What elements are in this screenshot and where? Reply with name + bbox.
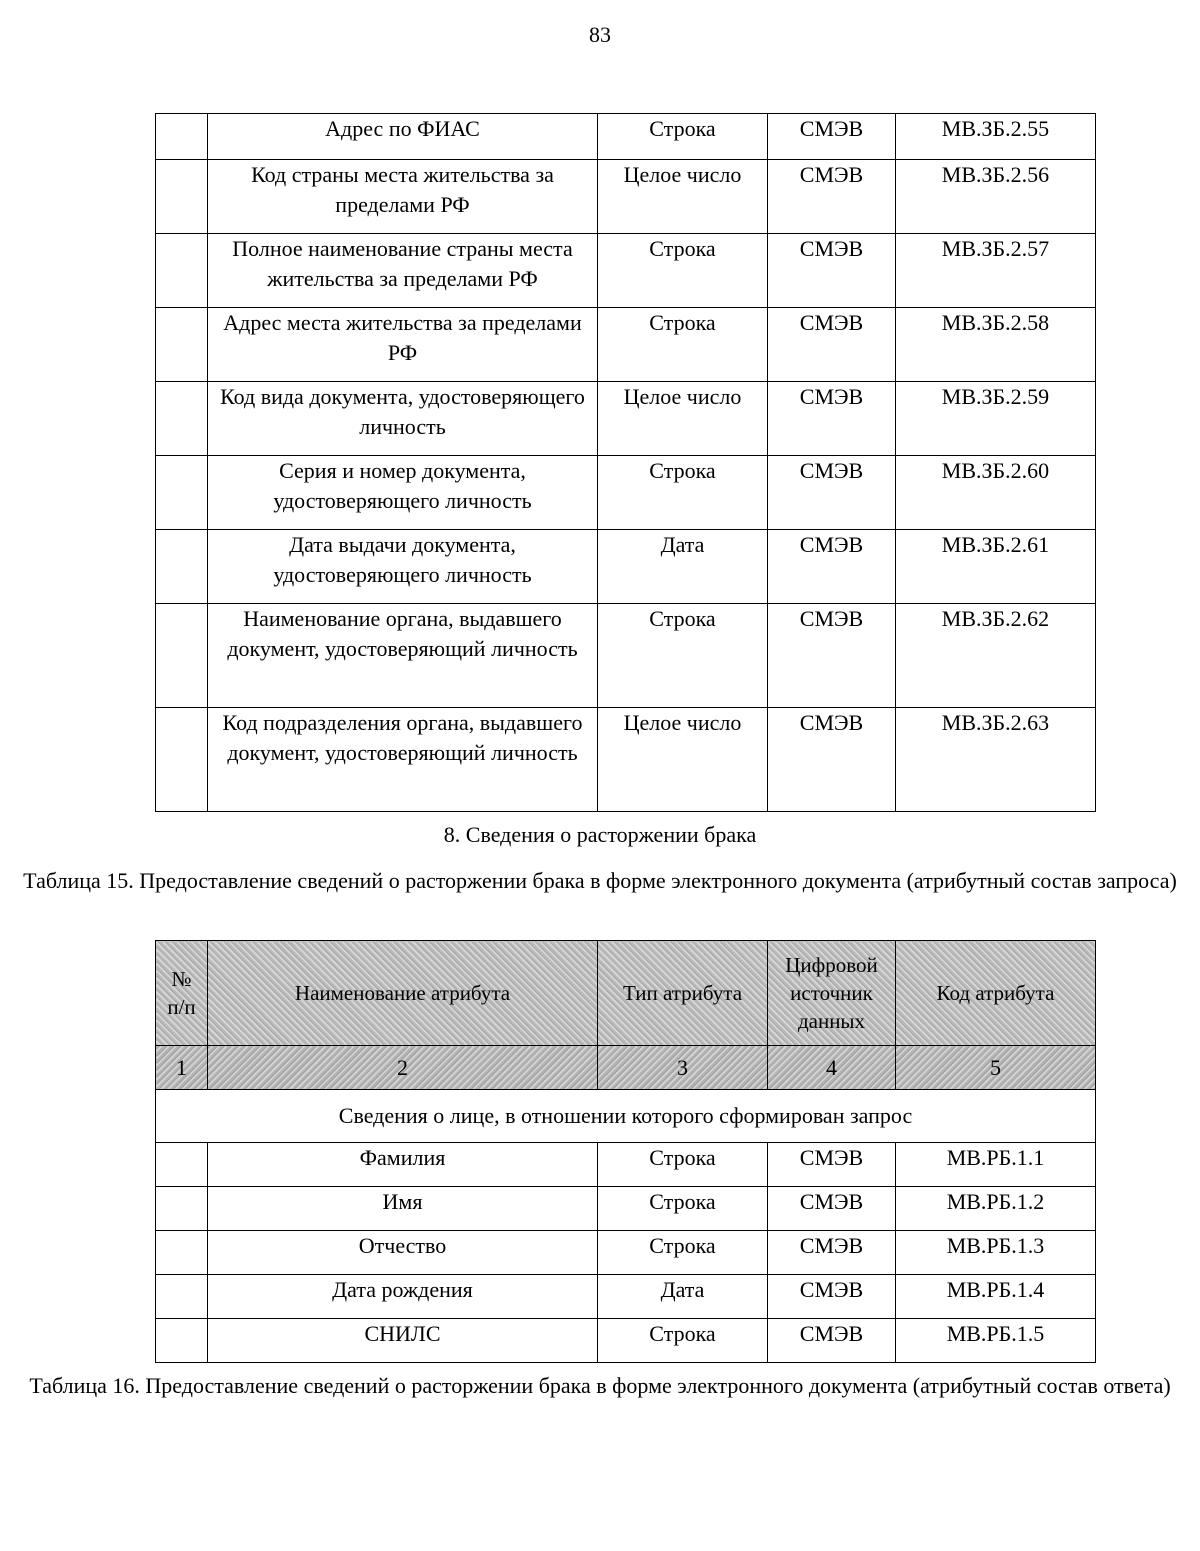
column-number: 3: [598, 1046, 768, 1090]
table-row: [156, 604, 1096, 708]
attribute-type-cell: Дата: [598, 530, 768, 604]
header-attribute-name: Наименование атрибута: [208, 941, 598, 1046]
row-number-cell: [156, 160, 208, 234]
header-attribute-type: Тип атрибута: [598, 941, 768, 1046]
attribute-code-cell: МВ.ЗБ.2.63: [896, 708, 1096, 812]
attribute-type-cell: Строка: [598, 1319, 768, 1363]
attribute-code-cell: МВ.РБ.1.5: [896, 1319, 1096, 1363]
data-source-cell: СМЭВ: [768, 708, 896, 812]
table-row: [156, 114, 1096, 160]
attribute-code-cell: МВ.РБ.1.3: [896, 1231, 1096, 1275]
section-heading: 8. Сведения о расторжении брака: [443, 822, 757, 847]
table-section-title: Сведения о лице, в отношении которого сформирован запрос: [156, 1090, 1096, 1143]
data-source-cell: СМЭВ: [768, 1143, 896, 1187]
attribute-name-cell: Имя: [208, 1187, 598, 1231]
attribute-type-cell: Целое число: [598, 382, 768, 456]
header-attribute-code: Код атрибута: [896, 941, 1096, 1046]
row-number-cell: [156, 308, 208, 382]
table-row: [156, 708, 1096, 812]
attribute-name-cell: Код страны места жительства за пределами РФ: [208, 160, 598, 234]
data-source-cell: СМЭВ: [768, 308, 896, 382]
data-source-cell: СМЭВ: [768, 160, 896, 234]
attribute-code-cell: МВ.ЗБ.2.58: [896, 308, 1096, 382]
row-number-cell: [156, 114, 208, 160]
row-number-cell: [156, 530, 208, 604]
attribute-code-cell: МВ.РБ.1.4: [896, 1275, 1096, 1319]
table-row: [156, 1275, 1096, 1319]
attribute-name-cell: Адрес места жительства за пределами РФ: [208, 308, 598, 382]
table-row: [156, 1231, 1096, 1275]
column-numbers-row: [156, 1046, 1096, 1090]
attribute-name-cell: Код подразделения органа, выдавшего документ, удостоверяющий личность: [208, 708, 598, 812]
data-source-cell: СМЭВ: [768, 530, 896, 604]
table-caption: Таблица 15. Предоставление сведений о расторжении брака в форме электронного документа (атрибутный состав запроса): [23, 868, 1177, 893]
attribute-type-cell: Целое число: [598, 160, 768, 234]
row-number-cell: [156, 1319, 208, 1363]
row-number-cell: [156, 1275, 208, 1319]
column-number: 5: [896, 1046, 1096, 1090]
data-source-cell: СМЭВ: [768, 1319, 896, 1363]
attribute-code-cell: МВ.ЗБ.2.60: [896, 456, 1096, 530]
data-source-cell: СМЭВ: [768, 114, 896, 160]
attribute-name-cell: Дата выдачи документа, удостоверяющего личность: [208, 530, 598, 604]
attribute-name-cell: Фамилия: [208, 1143, 598, 1187]
data-source-cell: СМЭВ: [768, 1187, 896, 1231]
attribute-type-cell: Целое число: [598, 708, 768, 812]
attribute-type-cell: Строка: [598, 1187, 768, 1231]
data-source-cell: СМЭВ: [768, 234, 896, 308]
header-data-source: Цифровой источник данных: [768, 941, 896, 1046]
table-row: [156, 308, 1096, 382]
attribute-type-cell: Строка: [598, 308, 768, 382]
attribute-type-cell: Строка: [598, 234, 768, 308]
data-source-cell: СМЭВ: [768, 382, 896, 456]
attribute-name-cell: Наименование органа, выдавшего документ, удостоверяющий личность: [208, 604, 598, 708]
table-section-row: [156, 1090, 1096, 1143]
table-row: [156, 456, 1096, 530]
row-number-cell: [156, 708, 208, 812]
attribute-name-cell: Адрес по ФИАС: [208, 114, 598, 160]
data-source-cell: СМЭВ: [768, 604, 896, 708]
row-number-cell: [156, 1143, 208, 1187]
row-number-cell: [156, 456, 208, 530]
attribute-type-cell: Строка: [598, 1231, 768, 1275]
column-number: 2: [208, 1046, 598, 1090]
column-number: 4: [768, 1046, 896, 1090]
attribute-code-cell: МВ.ЗБ.2.62: [896, 604, 1096, 708]
attribute-name-cell: СНИЛС: [208, 1319, 598, 1363]
attribute-code-cell: МВ.ЗБ.2.55: [896, 114, 1096, 160]
attribute-code-cell: МВ.РБ.1.2: [896, 1187, 1096, 1231]
attribute-code-cell: МВ.ЗБ.2.59: [896, 382, 1096, 456]
attribute-name-cell: Серия и номер документа, удостоверяющего личность: [208, 456, 598, 530]
attribute-type-cell: Строка: [598, 456, 768, 530]
attribute-type-cell: Строка: [598, 1143, 768, 1187]
table-row: [156, 1143, 1096, 1187]
attributes-table-continued: [155, 113, 1096, 812]
table-row: [156, 530, 1096, 604]
row-number-cell: [156, 234, 208, 308]
attributes-table-15: [155, 940, 1096, 1363]
table-row: [156, 1319, 1096, 1363]
data-source-cell: СМЭВ: [768, 1275, 896, 1319]
row-number-cell: [156, 382, 208, 456]
attribute-code-cell: МВ.РБ.1.1: [896, 1143, 1096, 1187]
attribute-type-cell: Дата: [598, 1275, 768, 1319]
attribute-name-cell: Код вида документа, удостоверяющего личность: [208, 382, 598, 456]
data-source-cell: СМЭВ: [768, 456, 896, 530]
attribute-code-cell: МВ.ЗБ.2.56: [896, 160, 1096, 234]
attribute-code-cell: МВ.ЗБ.2.61: [896, 530, 1096, 604]
table-header-row: [156, 941, 1096, 1046]
row-number-cell: [156, 604, 208, 708]
page-number: 83: [589, 22, 611, 47]
attribute-name-cell: Дата рождения: [208, 1275, 598, 1319]
row-number-cell: [156, 1231, 208, 1275]
table-row: [156, 160, 1096, 234]
header-row-number: № п/п: [156, 941, 208, 1046]
attribute-type-cell: Строка: [598, 604, 768, 708]
table-row: [156, 234, 1096, 308]
row-number-cell: [156, 1187, 208, 1231]
column-number: 1: [156, 1046, 208, 1090]
table-caption: Таблица 16. Предоставление сведений о расторжении брака в форме электронного документа (атрибутный состав ответа): [29, 1373, 1171, 1398]
attribute-name-cell: Отчество: [208, 1231, 598, 1275]
attribute-code-cell: МВ.ЗБ.2.57: [896, 234, 1096, 308]
table-row: [156, 1187, 1096, 1231]
attribute-type-cell: Строка: [598, 114, 768, 160]
data-source-cell: СМЭВ: [768, 1231, 896, 1275]
attribute-name-cell: Полное наименование страны места жительства за пределами РФ: [208, 234, 598, 308]
table-row: [156, 382, 1096, 456]
